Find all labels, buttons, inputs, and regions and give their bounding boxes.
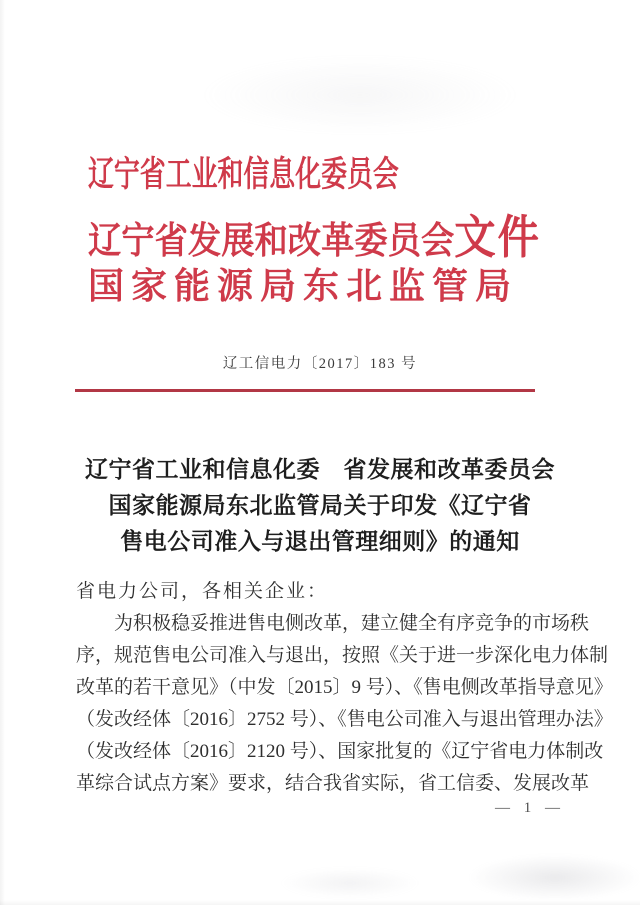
body-line: （发改经体〔2016〕2752 号）、《售电公司准入与退出管理办法》 xyxy=(76,709,613,730)
body-text xyxy=(76,576,613,800)
body-line: 序，规范售电公司准入与退出，按照《关于进一步深化电力体制 xyxy=(76,645,609,666)
scan-smudge-artifact xyxy=(470,855,640,900)
scan-edge-shadow xyxy=(0,900,640,905)
red-divider-rule xyxy=(75,389,535,392)
document-number: 辽工信电力〔2017〕183 号 xyxy=(222,356,418,372)
scan-smudge-artifact xyxy=(280,868,420,898)
body-line: （发改经体〔2016〕2120 号）、国家批复的《辽宁省电力体制改 xyxy=(76,741,604,762)
page-number: — 1 — xyxy=(495,800,565,816)
agency-header-line-3: 国家能源局东北监管局 xyxy=(88,266,519,306)
body-line: 改革的若干意见》（中发〔2015〕9 号）、《售电侧改革指导意见》 xyxy=(76,677,613,698)
body-line: 为积极稳妥推进售电侧改革，建立健全有序竞争的市场秩 xyxy=(114,613,590,634)
agency-header-wenjian-label: 文件 xyxy=(454,211,541,263)
scan-edge-shadow xyxy=(0,0,5,905)
agency-header-line-2-name: 辽宁省发展和改革委员会 xyxy=(88,221,455,262)
document-title-line-2: 国家能源局东北监管局关于印发《辽宁省 xyxy=(108,493,532,518)
document-title-line-3: 售电公司准入与退出管理细则》的通知 xyxy=(120,529,520,554)
body-line: 革综合试点方案》要求，结合我省实际，省工信委、发展改革 xyxy=(76,773,590,794)
document-title-line-1: 辽宁省工业和信息化委 省发展和改革委员会 xyxy=(85,457,555,482)
document-title xyxy=(0,452,640,560)
agency-header-line-1: 辽宁省工业和信息化委员会 xyxy=(88,155,399,194)
scan-bleed-artifact xyxy=(200,55,520,135)
salutation-line: 省电力公司，各相关企业： xyxy=(76,581,329,602)
